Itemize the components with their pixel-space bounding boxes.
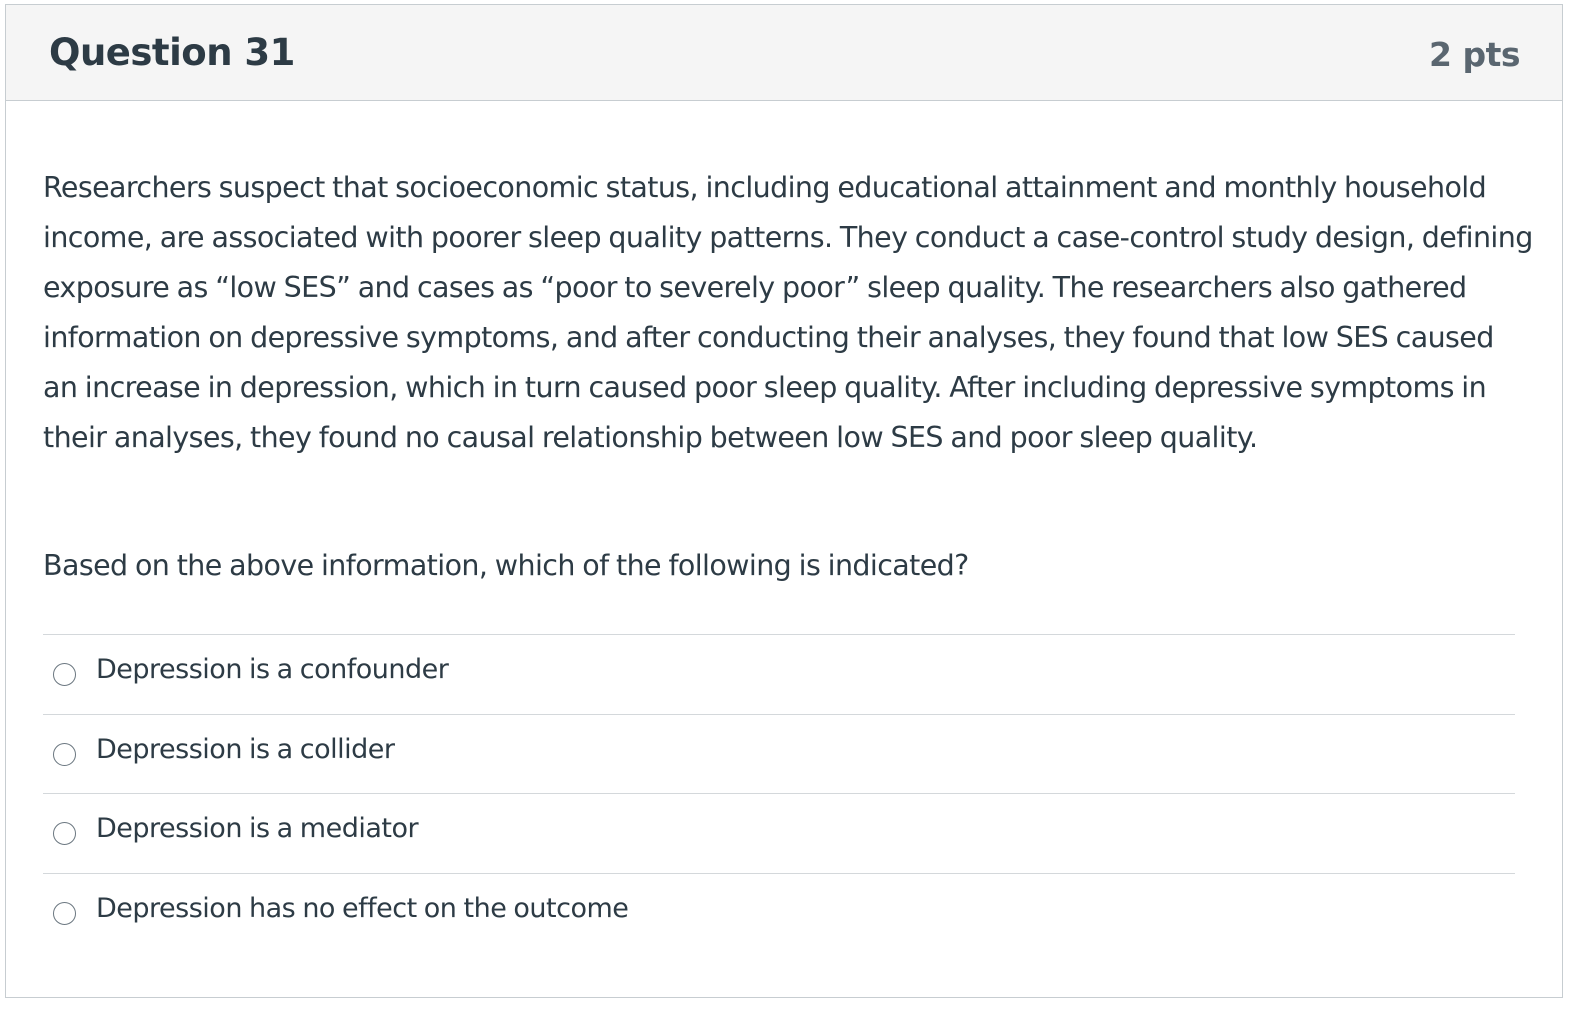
radio-button[interactable] xyxy=(53,902,76,925)
answer-option-collider[interactable] xyxy=(43,714,1515,794)
answer-label[interactable]: Depression is a mediator xyxy=(96,813,419,844)
radio-button[interactable] xyxy=(53,663,76,686)
question-text: Researchers suspect that socioeconomic status, including educational attainment and monthly household income, are associated with poorer sleep quality patterns. They conduct a case-control study design, defining exposure as “low SES” and cases as “poor to severely poor” sleep quality. The researchers also gathered information on depressive symptoms, and after conducting their analyses, they found that low SES caused an increase in depression, which in turn caused poor sleep quality. After including depressive symptoms in their analyses, they found no causal relationship between low SES and poor sleep quality. xyxy=(43,171,1533,454)
answer-label[interactable]: Depression has no effect on the outcome xyxy=(96,892,629,924)
question-title: Question 31 xyxy=(49,31,295,74)
answer-option-no-effect[interactable] xyxy=(43,873,1515,953)
answer-option-mediator[interactable] xyxy=(43,793,1515,873)
question-body xyxy=(43,163,1533,582)
question-points: 2 pts xyxy=(1429,35,1520,74)
radio-button[interactable] xyxy=(53,822,76,845)
radio-button[interactable] xyxy=(53,743,76,766)
answer-label[interactable]: Depression is a confounder xyxy=(96,654,449,685)
answer-option-confounder[interactable] xyxy=(43,634,1515,714)
answer-list xyxy=(43,634,1515,952)
answer-label[interactable]: Depression is a collider xyxy=(96,733,395,765)
question-prompt: Based on the above information, which of the following is indicated? xyxy=(43,549,969,582)
question-header xyxy=(6,5,1562,101)
